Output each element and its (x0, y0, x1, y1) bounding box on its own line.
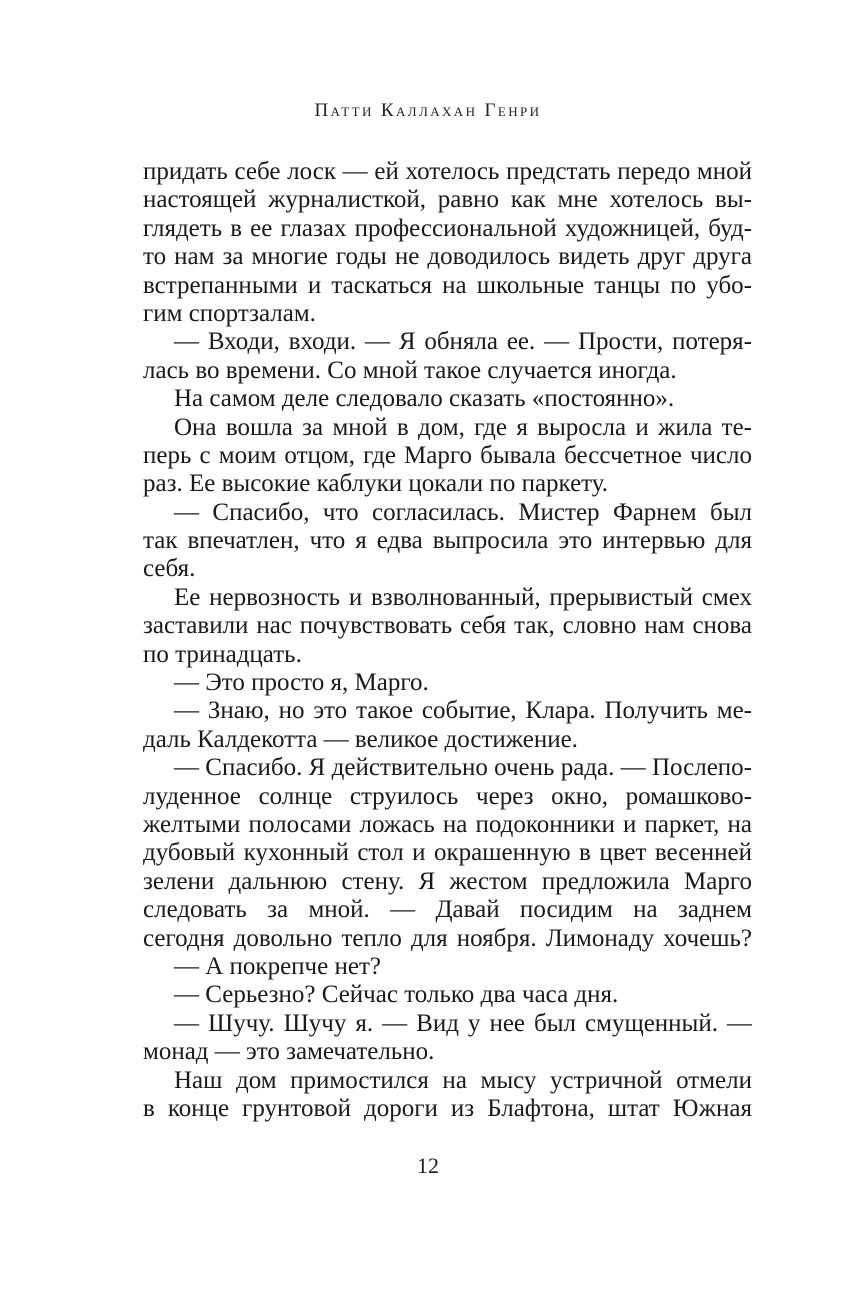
text-line: так впечатлен, что я едва выпросила это интервью для (143, 527, 752, 555)
text-line: На самом деле следовало сказать «постоянно». (174, 385, 675, 413)
text-line: настоящей журналисткой, равно как мне хотелось вы- (143, 186, 752, 214)
text-line: следовать за мной. — Давай посидим на заднем (143, 896, 752, 924)
text-line: в конце грунтовой дороги из Блафтона, штат Южная (143, 1094, 752, 1122)
text-line: придать себе лоск — ей хотелось предстать передо мной (143, 158, 752, 185)
text-line: — Спасибо, что согласилась. Мистер Фарнем был (174, 498, 752, 526)
text-line: желтыми полосами ложась на подоконники и паркет, на (143, 810, 752, 838)
running-head: Патти Каллахан Генри (314, 100, 542, 121)
page-number: 12 (417, 1153, 439, 1178)
text-line: глядеть в ее глазах профессиональной художницей, буд- (143, 214, 752, 242)
text-line: Она вошла за мной в дом, где я выросла и жила те- (174, 413, 752, 441)
text-line: по тринадцать. (143, 640, 302, 668)
text-line: лась во времени. Со мной такое случается иногда. (143, 356, 677, 384)
text-line: — Знаю, но это такое событие, Клара. Получить ме- (174, 697, 752, 725)
text-line: перь с моим отцом, где Марго бывала бессчетное число (143, 441, 752, 469)
text-line: — Шучу. Шучу я. — Вид у нее был смущенный. — (174, 1009, 752, 1037)
text-line: Наш дом примостился на мысу устричной отмели (174, 1066, 752, 1094)
text-line: даль Калдекотта — великое достижение. (143, 725, 578, 753)
text-line: луденное солнце струилось через окно, ромашково- (143, 782, 752, 810)
text-line: сегодня довольно тепло для ноября. Лимонаду хочешь? (143, 924, 752, 952)
text-line: — А покрепче нет? (174, 952, 381, 980)
text-line: раз. Ее высокие каблуки цокали по паркету. (143, 470, 609, 498)
text-line: гим спортзалам. (143, 299, 316, 327)
body-text (143, 158, 752, 1123)
text-line: — Входи, входи. — Я обняла ее. — Прости, потеря- (174, 328, 752, 356)
text-line: заставили нас почувствовать себя так, словно нам снова (143, 612, 752, 640)
text-line: Ее нервозность и взволнованный, прерывистый смех (174, 583, 752, 611)
text-line: то нам за многие годы не доводилось видеть друг друга (143, 243, 752, 271)
text-line: — Серьезно? Сейчас только два часа дня. (174, 981, 619, 1009)
text-line: дубовый кухонный стол и окрашенную в цвет весенней (143, 839, 752, 867)
text-line: зелени дальнюю стену. Я жестом предложила Марго (143, 867, 752, 895)
text-line: — Это просто я, Марго. (174, 669, 429, 697)
text-line: монад — это замечательно. (143, 1038, 435, 1066)
text-line: — Спасибо. Я действительно очень рада. — Послепо- (174, 754, 752, 782)
text-line: себя. (143, 555, 196, 583)
text-line: встрепанными и таскаться на школьные танцы по убо- (143, 271, 752, 299)
